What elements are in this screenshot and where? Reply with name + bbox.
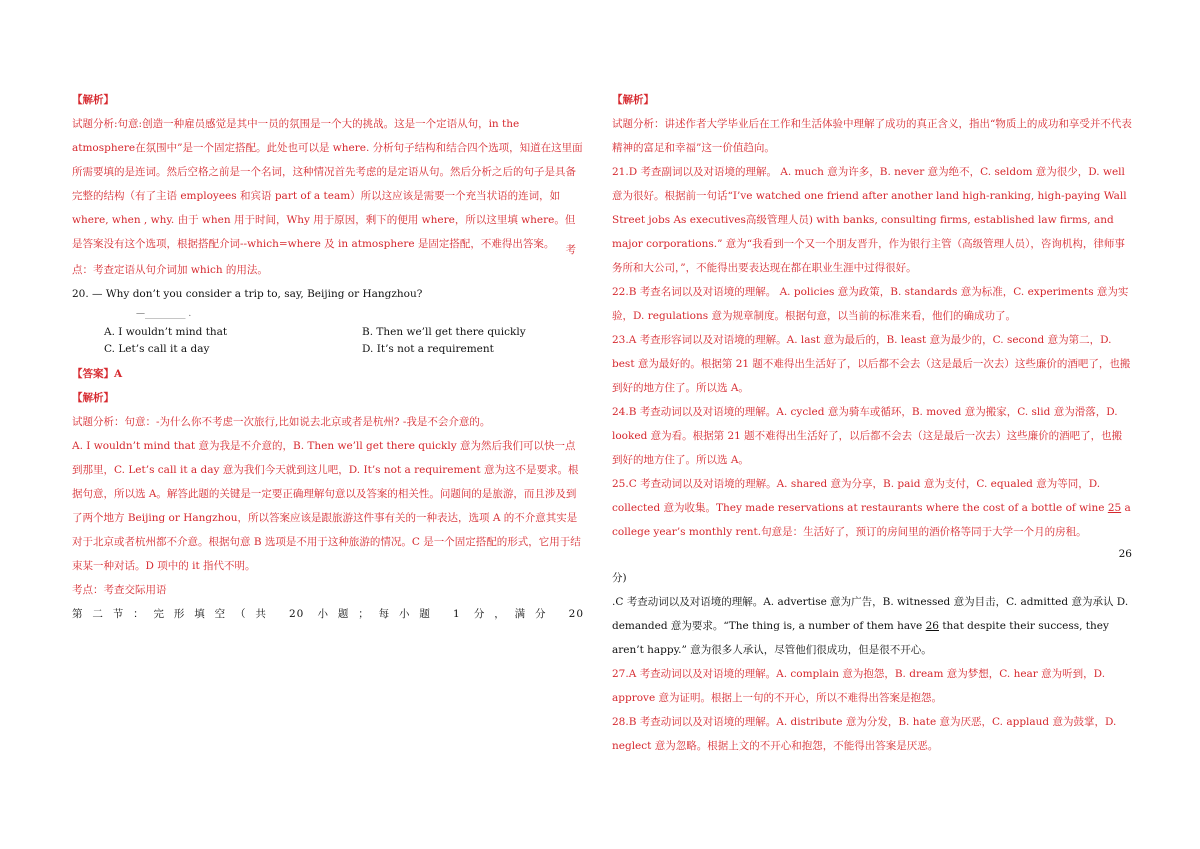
blank-26: 26	[925, 620, 939, 632]
item-26-number: 26	[1118, 548, 1132, 560]
question-20-options	[104, 324, 584, 358]
question-20-blank: —_________ .	[136, 309, 192, 319]
right-column	[612, 88, 1132, 758]
option-d: D. It’s not a requirement	[362, 343, 494, 355]
analysis-paragraph: 试题分析:句意:创造一种雇员感觉是其中一员的氛围是一个大的挑战。这是一个定语从句，in the atmosphere在氛围中”是一个固定搭配。此处也可以是 where. 分析句子结构和结合四个选项，知道在这里面所需要填的是连词。然后空格之前是一个名词，这种情况首先考虑的是定语从句。然后分析之后的句子是具备完整的结构（有了主语 employees 和宾语 part of a team）所以这应该是需要一个充当状语的连词，如 where, when , why. 由于 when 用于时间，Why 用于原因，剩下的便用 where，所以这里填 where。但是答案没有这个选项，根据搭配介词--which=where 及 in atmosphere 是固定搭配，不难得出答案。	[72, 118, 583, 250]
left-column	[72, 88, 584, 626]
analysis-heading: 【解析】	[612, 94, 654, 106]
option-a: A. I wouldn’t mind that	[104, 326, 228, 338]
option-c: C. Let’s call it a day	[104, 343, 210, 355]
question-20: 20. — Why don’t you consider a trip to, say, Beijing or Hangzhou?	[72, 288, 423, 300]
blank-25: 25	[1107, 502, 1122, 514]
analysis-heading: 【解析】	[72, 392, 114, 404]
item-22: 22.B 考查名词以及对语境的理解。 A. policies 意为政策，B. standards 意为标准，C. experiments 意为实验，D. regulations 意为规章制度。根据句意，以当前的标准来看，他们的确成功了。	[612, 286, 1129, 322]
kaodian-prefix: 考	[565, 244, 576, 256]
kaodian-line: 考点：考查交际用语	[72, 584, 167, 596]
analysis-heading: 【解析】	[72, 94, 114, 106]
item-21: 21.D 考查副词以及对语境的理解。 A. much 意为许多，B. never 意为绝不，C. seldom 意为很少，D. well 意为很好。根据前一句话“I’ve watched one friend after another land high-ranking, high-paying Wall Street jobs As executives高级管理人员) with banks, consulting firms, established law firms, and major corporations.” 意为“我看到一个又一个朋友晋升，作为银行主管（高级管理人员），咨询机构，律师事务所和大公司，”，不能得出要表达现在都在职业生涯中过得很好。	[612, 166, 1127, 274]
item-28: 28.B 考查动词以及对语境的理解。A. distribute 意为分发，B. hate 意为厌恶，C. applaud 意为鼓掌，D. neglect 意为忽略。根据上文的不开心和抱怨，不能得出答案是厌恶。	[612, 716, 1117, 752]
section-heading: 第二节：完形填空（共 20 小题；每小题 1 分，满分 20	[72, 608, 584, 620]
item-23: 23.A 考查形容词以及对语境的理解。A. last 意为最后的，B. least 意为最少的，C. second 意为第二，D. best 意为最好的。根据第 21 题不难得出生活好了，以后都不会去（这是最后一次去）这些廉价的酒吧了，也搬到好的地方住了。所以选 A。	[612, 334, 1131, 394]
analysis-intro: 试题分析：讲述作者大学毕业后在工作和生活体验中理解了成功的真正含义，指出“物质上的成功和享受并不代表精神的富足和幸福”这一价值趋向。	[612, 118, 1132, 154]
option-b: B. Then we’ll get there quickly	[362, 326, 526, 338]
item-24: 24.B 考查动词以及对语境的理解。A. cycled 意为骑车或循环，B. moved 意为搬家，C. slid 意为滑落，D. looked 意为看。根据第 21 题不难得出生活好了，以后都不会去（这是最后一次去）这些廉价的酒吧了，也搬到好的地方住了。所以选 A。	[612, 406, 1123, 466]
answer-line: 【答案】A	[72, 368, 123, 380]
item-26: 分) .C 考查动词以及对语境的理解。A. advertise 意为广告，B. witnessed 意为目击，C. admitted 意为承认 D. demanded 意为要求。“The thing is, a number of them have 26 that despite their success, they aren’t happy.” 意为很多人承认，尽管他们很成功，但是很不开心。	[612, 572, 1129, 656]
kaodian-line: 点：考查定语从句介词加 which 的用法。	[72, 264, 268, 276]
item-25: 25.C 考查动词以及对语境的理解。A. shared 意为分享，B. paid 意为支付，C. equaled 意为等同，D. collected 意为收集。They made reservations at restaurants where the cost of a bottle of wine 25 a college year’s monthly rent.句意是：生活好了，预订的房间里的酒价格等同于大学一个月的房租。	[612, 478, 1131, 538]
item-27: 27.A 考查动词以及对语境的理解。A. complain 意为抱怨，B. dream 意为梦想，C. hear 意为听到，D. approve 意为证明。根据上一句的不开心，所以不难得出答案是抱怨。	[612, 668, 1106, 704]
analysis-sentence: 试题分析：句意：-为什么你不考虑一次旅行,比如说去北京或者是杭州? -我是不会介意的。	[72, 416, 491, 428]
analysis-paragraph: A. I wouldn’t mind that 意为我是不介意的，B. Then we’ll get there quickly 意为然后我们可以快一点到那里，C. Let’s call it a day 意为我们今天就到这儿吧，D. It’s not a requirement 意为这不是要求。根据句意，所以选 A。解答此题的关键是一定要正确理解句意以及答案的相关性。问题间的是旅游，而且涉及到了两个地方 Beijing or Hangzhou，所以答案应该是跟旅游这件事有关的一种表达，选项 A 的不介意其实是对于北京或者杭州都不介意。根据句意 B 选项是不用于这种旅游的情况。C 是一个固定搭配的形式，它用于结束某一种对话。D 项中的 it 指代不明。	[72, 440, 581, 572]
